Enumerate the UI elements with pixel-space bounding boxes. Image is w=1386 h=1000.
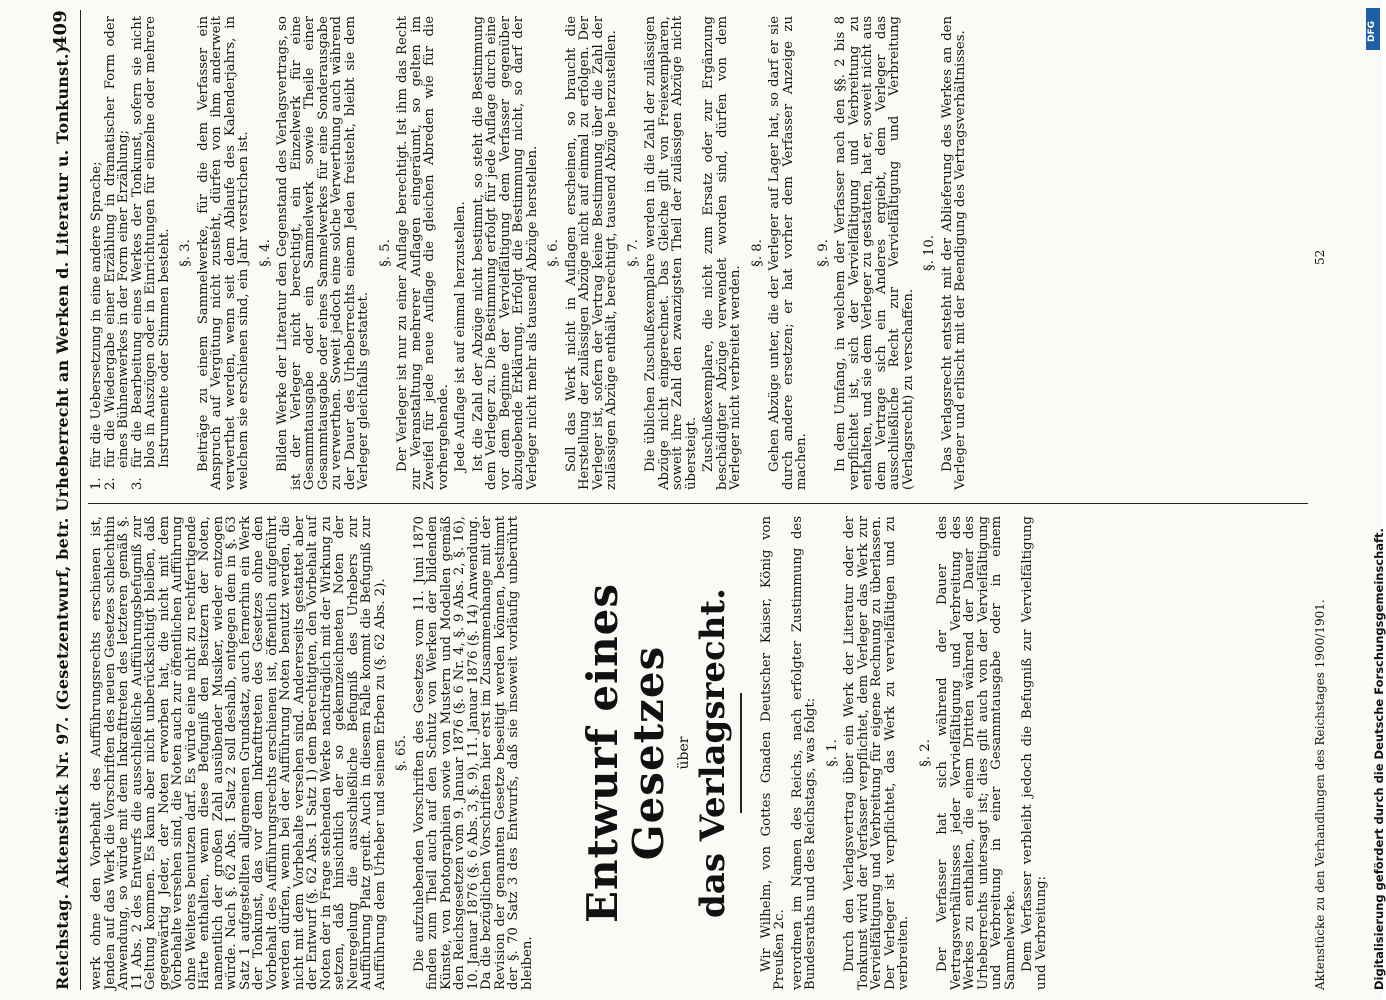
signature-mark: 52 (1313, 249, 1327, 265)
footer-source-line: Aktenstücke zu den Verhandlungen des Reichstages 1900/1901. (1313, 599, 1327, 990)
list-item (131, 16, 172, 490)
column-separator (88, 503, 1308, 504)
rotated-document-page (52, 10, 1352, 990)
header-rule (80, 10, 81, 990)
section-8-text: Gehen Abzüge unter, die der Verleger auf Lager hat, so darf er sie durch andere ersetzen; er hat vorher dem Verfasser Anzeige zu machen. (767, 16, 809, 490)
section-5-text-1: Der Verleger ist nur zu einer Auflage berechtigt. Ist ihm das Recht zur Veranstaltung mehrerer Auflagen eingeräumt, so gelten im Zweifel für jede neue Auflage die gleichen Abreden wie für die vorhergehende. (395, 16, 451, 490)
section-2-text-2: Dem Verfasser verbleibt jedoch die Befugniß zur Vervielfältigung und Verbreitung: (1020, 516, 1049, 990)
digitization-strip (1350, 0, 1386, 1000)
dfg-logo (1366, 8, 1380, 50)
section-10-heading: §. 10. (922, 235, 937, 271)
section-5-text-3: Ist die Zahl der Abzüge nicht bestimmt, so steht die Bestimmung dem Verleger zu. Die Bestimmung erfolgt für jede Auflage durch eine vor dem Beginne der Vervielfältigung dem Verfasser gegenüber abzugebende Erklärung. Erfolgt die Bestimmung nicht, so darf der Verleger nicht mehr als tausend Abzüge herstellen. (470, 16, 540, 490)
section-5-heading: §. 5. (377, 239, 393, 267)
section-6-heading: §. 6. (546, 239, 561, 267)
section-3-text: Beiträge zu einem Sammelwerke, für die dem Verfasser ein Anspruch auf Vergütung nicht zusteht, dürfen von ihm anderweit verwerthet werden, wenn seit dem Ablaufe des Kalenderjahrs, in welchem sie erschienen sind, ein Jahr verstrichen ist. (195, 16, 251, 490)
section-4-text: Bilden Werke der Literatur den Gegenstand des Verlagsvertrags, so ist der Verleger nicht berechtigt, ein Einzelwerk für eine Gesammtausgabe oder ein Sammelwerk sowie Theile einer Gesammtausgabe oder eines Sammelwerkes für eine Sonderausgabe zu verwerthen. Soweit jedoch eine solche Verwerthung auch während der Dauer des Urheberrechts einem Jeden freisteht, bleibt sie dem Verleger gleichfalls gestattet. (275, 16, 371, 490)
running-head-title: Reichstag. Aktenstück Nr. 97. (Gesetzentwurf, betr. Urheberrecht an Werken d. Literatur u. Tonkunst.) (53, 45, 72, 990)
section-7-heading: §. 7. (625, 239, 641, 267)
digitization-note: Digitalisierung gefördert durch die Deutsche Forschungsgemeinschaft. (1372, 528, 1386, 990)
right-column (90, 16, 972, 490)
section-4-heading: §. 4. (257, 239, 273, 267)
continued-paragraph: werk ohne den Vorbehalt des Aufführungsrechts erschienen ist, Jenden auf das Werk die Vorschriften des neuen Gesetzes schlechthin Anwendung, so würde mit dem Inkrafttreten des letzteren gemäß §. 11 Abs. 2 des Entwurfs die ausschließliche Aufführungsbefugniß zur Geltung kommen. Es kann aber nicht unberücksichtigt bleiben, daß gegenwärtig Jeder, der Noten erworben hat, die nicht mit dem Vorbehalte versehen sind, die Noten auch zur öffentlichen Aufführung ohne Weiteres benutzen darf. Es würde eine nicht zu rechtfertigende Härte enthalten, wenn diese Befugniß den Besitzern der Noten, namentlich der großen Zahl ausübender Musiker, wieder entzogen würde. Nach §. 62 Abs. 1 Satz 2 soll deshalb, entgegen dem in §. 63 Satz 1 aufgestellten allgemeinen Grundsatz, auch fernerhin ein Werk der Tonkunst, das vor dem Inkrafttreten des Gesetzes ohne den Vorbehalt des Aufführungsrechts erschienen ist, öffentlich aufgeführt werden dürfen, wenn bei der Aufführung Noten benutzt werden, die nicht mit dem Vorbehalte versehen sind. Andererseits gestattet aber der Entwurf (§. 62 Abs. 1 Satz 1) dem Berechtigten, den Vorbehalt auf Noten der in Frage stehenden Werke nachträglich mit der Wirkung zu setzen, daß hinsichtlich der so gekennzeichneten Noten der Neuregelung die ausschließliche Befugniß des Urhebers zur Aufführung Platz greift. Auch in diesem Falle kommt die Befugniß zur Aufführung dem Urheber und seinem Erben zu (§. 62 Abs. 2). (89, 516, 388, 990)
list-item-number: 1. (89, 477, 104, 490)
list-item-text: für die Uebersetzung in eine andere Sprache; (89, 161, 104, 468)
law-title-line-2: über (676, 736, 692, 770)
dfg-logo-text: DFG (1367, 20, 1377, 42)
section-8-heading: §. 8. (749, 239, 765, 267)
section-1-heading: §. 1. (824, 739, 840, 767)
section-65-heading: §. 65. (394, 735, 409, 771)
section-7-text-2: Zuschußexemplare, die nicht zum Ersatz oder zur Ergänzung beschädigter Abzüge verwendet worden sind, dürfen von dem Verleger nicht verbreitet werden. (701, 16, 743, 490)
preamble-enactment: verordnen im Namen des Reichs, nach erfolgter Zustimmung des Bundesraths und des Reichstags, was folgt: (789, 516, 818, 990)
section-1-text: Durch den Verlagsvertrag über ein Werk der Literatur oder der Tonkunst wird der Verfasser verpflichtet, dem Verleger das Werk zur Vervielfältigung und Verbreitung für eigene Rechnung zu überlassen. Der Verleger ist verpflichtet, das Werk zu vervielfältigen und zu verbreiten. (842, 516, 911, 990)
section-7-text-1: Die üblichen Zuschußexemplare werden in die Zahl der zulässigen Abzüge nicht eingerechnet. Das Gleiche gilt von Freiexemplaren, soweit ihre Zahl den zwanzigsten Theil der zulässigen Abzüge nicht übersteigt. (643, 16, 699, 490)
section-9-heading: §. 9. (815, 239, 831, 267)
section-5-text-2: Jede Auflage ist auf einmal herzustellen. (453, 201, 468, 472)
list-item-number: 2. (102, 477, 118, 490)
preamble-emperor: Wir Wilhelm, von Gottes Gnaden Deutscher Kaiser, König von Preußen 2c. (758, 516, 787, 990)
list-item-number: 3. (129, 477, 145, 490)
left-column (90, 516, 1052, 990)
page-number: 409 (50, 10, 71, 49)
section-6-text: Soll das Werk nicht in Auflagen erscheinen, so braucht die Herstellung der zulässigen Abzüge nicht auf einmal zu erfolgen. Der Verleger ist, sofern der Vertrag keine Bestimmung über die Zahl der zulässigen Abzüge enthält, berechtigt, tausend Abzüge herzustellen. (563, 16, 619, 490)
list-item-text: für die Wiedergabe einer Erzählung in dramatischer Form oder eines Bühnenwerkes in der Form einer Erzählung; (102, 16, 131, 468)
section-2-heading: §. 2. (917, 739, 933, 767)
section-9-text: In dem Umfang, in welchem der Verfasser nach den §§. 2 bis 8 verpflichtet ist, sich der Vervielfältigung und Verbreitung zu enthalten, und sie dem Verleger zu gestatten, hat er, soweit nicht aus dem Vertrage sich ein Anderes ergiebt, dem Verleger das ausschließliche Recht zur Vervielfältigung und Verbreitung (Verlagsrecht) zu verschaffen. (833, 16, 916, 490)
list-item-text: für die Bearbeitung eines Werkes der Tonkunst, sofern sie nicht blos in Auszügen oder in Einrichtungen für einzelne oder mehrere Instrumente oder Stimmen besteht. (129, 16, 172, 468)
section-3-heading: §. 3. (178, 239, 193, 267)
running-head (52, 10, 78, 990)
law-title-line-3: das Verlagsrecht. (692, 588, 733, 918)
list-item (104, 16, 131, 490)
law-title-line-1: Entwurf eines Gesetzes (578, 582, 673, 924)
section-10-text: Das Verlagsrecht entsteht mit der Ablieferung des Werkes an den Verleger und erlischt mit der Beendigung des Vertragsverhältnisses. (939, 16, 968, 490)
title-rule (740, 693, 742, 813)
section-65-text: Die aufzuhebenden Vorschriften des Gesetzes vom 11. Juni 1870 finden zum Theil auch auf den Schutz von Werken der bildenden Künste, von Photographien sowie von Mustern und Modellen gemäß den Reichsgesetzen vom 9. Januar 1876 (§. 6 Nr. 4, §. 9 Abs. 2, §. 16), 10. Januar 1876 (§. 6 Abs. 3, §. 9), 11. Januar 1876 (§. 14) Anwendung. Da die bezüglichen Vorschriften hier erst im Zusammenhange mit der Revision der genannten Gesetze beseitigt werden können, bestimmt der §. 70 Satz 3 des Entwurfs, daß sie insoweit vorläufig unberührt bleiben. (411, 516, 535, 990)
section-2-text-1: Der Verfasser hat sich während der Dauer des Vertragsverhältnisses jeder Vervielfältigung und Verbreitung des Werkes zu enthalten, die einem Dritten während der Dauer des Urheberrechts untersagt ist; dies gilt auch von der Vervielfältigung und Verbreitung in einer Gesammtausgabe oder in einem Sammelwerke. (935, 516, 1018, 990)
list-item (90, 16, 104, 490)
